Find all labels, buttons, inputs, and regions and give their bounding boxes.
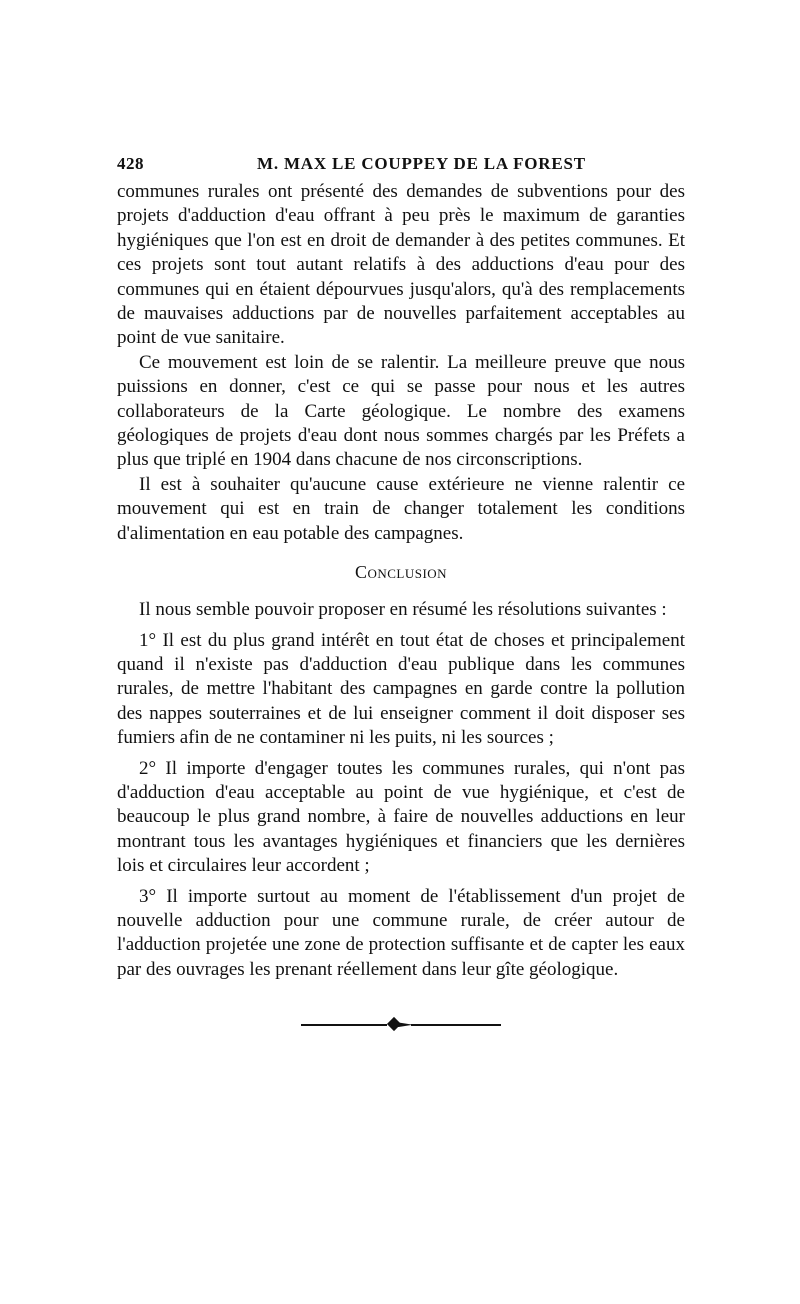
resolution-2: 2° Il importe d'engager toutes les communes rurales, qui n'ont pas d'adduction d'eau acceptable au point de vue hygiénique, et c'est de beaucoup le plus grand nombre, à faire de nouvelles adductions en leur montrant tous les avantages hygiéniques et financiers que les dernières lois et circulaires leur accordent ; bbox=[117, 757, 685, 877]
conclusion-intro: Il nous semble pouvoir proposer en résumé les résolutions suivantes : bbox=[139, 599, 667, 621]
end-ornament bbox=[301, 1018, 501, 1032]
section-title: Conclusion bbox=[354, 562, 448, 583]
resolution-3: 3° Il importe surtout au moment de l'établissement d'un projet de nouvelle adduction pour une commune rurale, de créer autour de l'adduction projetée une zone de protection suffisante et de capter les eaux par des ouvrages les prenant réellement dans leur gîte géologique. bbox=[117, 885, 685, 980]
resolution-1: 1° Il est du plus grand intérêt en tout état de choses et principalement quand il n'existe pas d'adduction d'eau publique dans les communes rurales, de mettre l'habitant des campagnes en garde contre la pollution des nappes souterraines et de lui enseigner comment il doit disposer ses fumiers afin de ne contaminer ni les puits, ni les sources ; bbox=[117, 629, 685, 749]
page-number: 428 bbox=[117, 154, 144, 173]
ornament-rule-left bbox=[301, 1024, 387, 1026]
running-head-author: M. MAX LE COUPPEY DE LA FOREST bbox=[257, 154, 586, 173]
paragraph-1: communes rurales ont présenté des demandes de subventions pour des projets d'adduction d'eau offrant à peu près le maximum de garanties hygiéniques que l'on est en droit de demander à des petites communes. Et ces projets sont tout autant relatifs à des adductions d'eau pour des communes qui en étaient dépourvues jusqu'alors, qu'à des remplacements de mauvaises adductions par de nouvelles parfaitement acceptables au point de vue sanitaire. bbox=[117, 181, 685, 349]
paragraph-3: Il est à souhaiter qu'aucune cause extérieure ne vienne ralentir ce mouvement qui est en train de changer totalement les conditions d'alimentation en eau potable des campagnes. bbox=[117, 473, 685, 544]
paragraph-2: Ce mouvement est loin de se ralentir. La meilleure preuve que nous puissions en donner, c'est ce qui se passe pour nous et les autres collaborateurs de la Carte géologique. Le nombre des examens géologiques de projets d'eau dont nous sommes chargés par les Préfets a plus que triplé en 1904 dans chacune de nos circonscriptions. bbox=[117, 351, 685, 471]
ornament-rule-right bbox=[411, 1024, 501, 1026]
running-head bbox=[117, 150, 685, 180]
book-page bbox=[117, 150, 685, 1032]
